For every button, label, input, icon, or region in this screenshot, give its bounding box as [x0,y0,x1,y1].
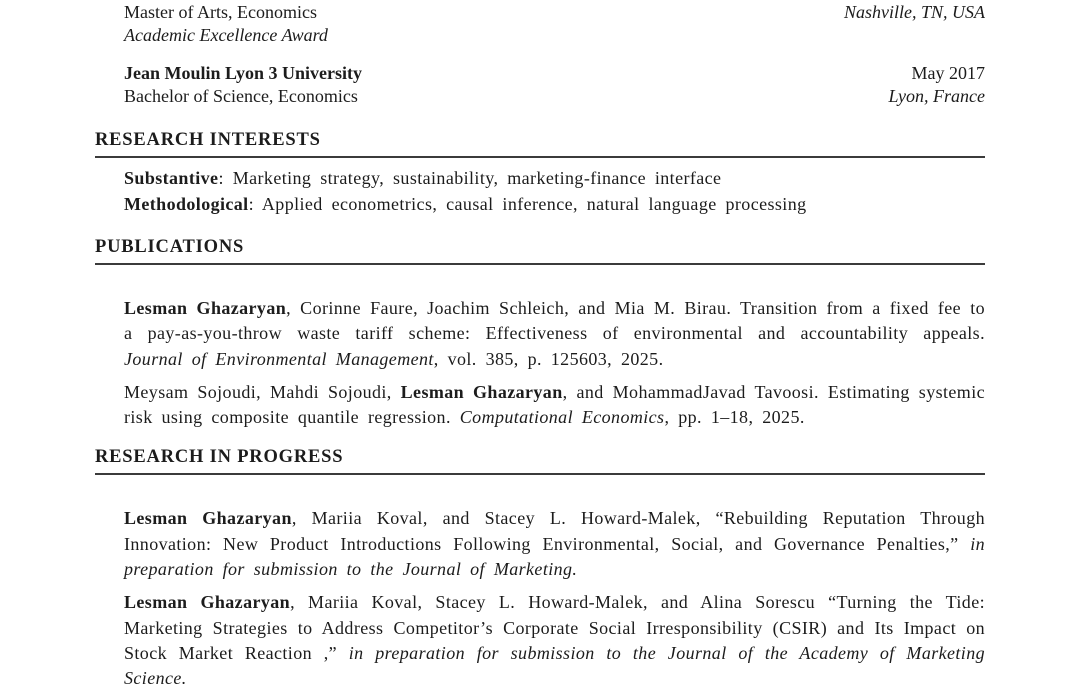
publications-heading: PUBLICATIONS [95,237,985,265]
publication-text: Meysam Sojoudi, Mahdi Sojoudi, [124,381,401,402]
education-row [124,62,985,85]
location-text: Nashville, TN, USA [843,2,985,22]
author-name-bold: Lesman Ghazaryan [400,381,563,402]
interest-label: Methodological [124,193,249,214]
degree-text: Bachelor of Science, Economics [124,86,358,106]
publication-text: , Corinne Faure, Joachim Schleich, and Mia M. Birau. Transition from a fixed fee to a pay-as-you-throw waste tariff scheme: Effectiveness of environmental and accountability appeals. [124,298,985,344]
publication-text: , and MohammadJavad Tavoosi. Estimating systemic risk using composite quantile regression. [124,381,985,428]
research-in-progress-heading: RESEARCH IN PROGRESS [95,447,985,475]
award-text: Academic Excellence Award [124,25,328,45]
interest-label: Substantive [124,168,219,188]
research-in-progress-section [95,506,985,691]
degree-text: Master of Arts, Economics [124,2,317,22]
location-text: Lyon, France [888,86,985,106]
interest-text: : Applied econometrics, causal inference, natural language processing [248,193,807,214]
journal-name: Journal of Environmental Management [124,348,434,369]
research-interests-section [95,166,985,217]
date-text: May 2017 [911,63,985,83]
research-in-progress-entry [124,590,985,691]
author-name-bold: Lesman Ghazaryan [124,298,287,318]
working-paper-text: , Mariia Koval, and Stacey L. Howard-Malek, “Rebuilding Reputation Through Innovation: New Product Introductions Following Environmental, Social, and Governance Penalties,” [124,508,985,554]
working-paper-text: , Mariia Koval, Stacey L. Howard-Malek, and Alina Sorescu “Turning the Tide: Marketing Strategies to Address Competitor’s Corporate Social Irresponsibility (CSIR) and Its Impact on Stock Market Reaction ,” [124,592,985,663]
institution-text: Jean Moulin Lyon 3 University [124,63,363,83]
author-name-bold: Lesman Ghazaryan [124,592,291,613]
author-name-bold: Lesman Ghazaryan [124,508,292,529]
education-section [95,0,985,108]
interest-text: : Marketing strategy, sustainability, marketing-finance interface [218,168,722,188]
submission-note: in preparation for submission to the Journal of Marketing. [124,533,985,580]
journal-name: Computational Economics [459,407,665,428]
submission-note: in preparation for submission to the Journal of the Academy of Marketing Science. [124,642,986,689]
education-row [124,24,985,47]
publication-text: , vol. 385, p. 125603, 2025. [433,348,664,369]
publication-entry [124,296,985,372]
research-interests-heading: RESEARCH INTERESTS [95,130,985,158]
education-entry-bachelors [124,62,985,108]
publications-section [95,296,985,430]
education-entry-masters [124,1,985,47]
publication-entry [124,380,985,431]
research-in-progress-entry [124,506,985,582]
research-interest-methodological [124,192,985,218]
education-row [124,85,985,108]
publication-text: , pp. 1–18, 2025. [664,407,805,428]
education-row [124,1,985,24]
research-interest-substantive [124,166,985,192]
